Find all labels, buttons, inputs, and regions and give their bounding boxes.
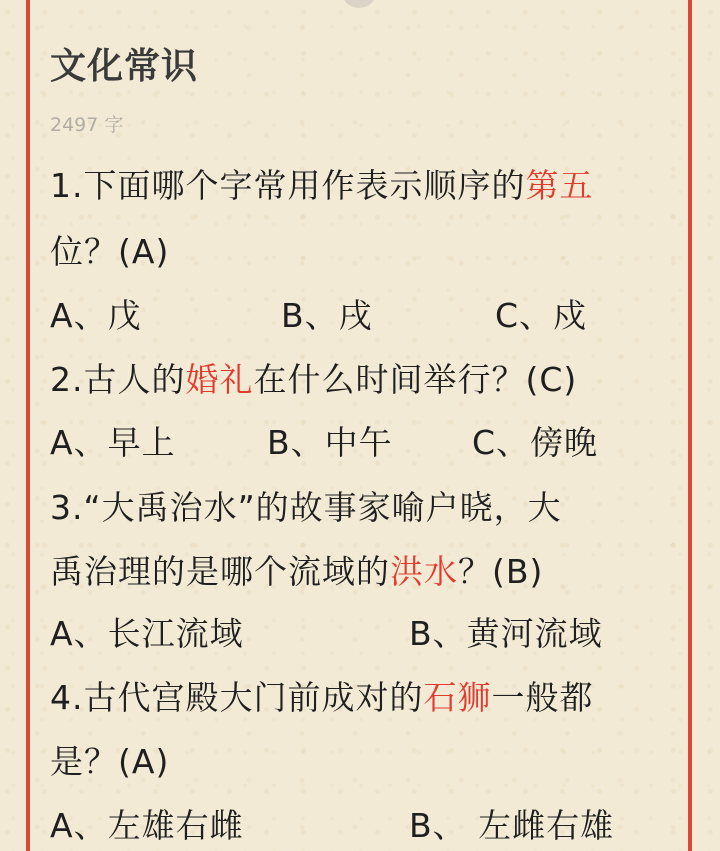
question-1-line-2: 位？(A) xyxy=(50,232,170,271)
option-c: C、戍 xyxy=(495,296,588,335)
question-2-highlight: 婚礼 xyxy=(185,360,254,399)
question-1-highlight: 第五 xyxy=(525,166,594,205)
article-title: 文化常识 xyxy=(50,46,199,87)
question-4-line-1: 4.古代宫殿大门前成对的石狮一般都 xyxy=(50,678,594,717)
question-4-options xyxy=(50,806,670,846)
word-count: 2497 字 xyxy=(50,114,124,136)
question-4-line-2: 是？(A) xyxy=(50,742,170,781)
pull-handle[interactable] xyxy=(341,0,377,8)
option-a: A、早上 xyxy=(50,423,176,462)
question-3-line-2: 禹治理的是哪个流域的洪水？(B) xyxy=(50,552,544,591)
question-4-highlight: 石狮 xyxy=(423,678,492,717)
question-2-text: 2.古人的 xyxy=(50,360,186,399)
question-3-line-1 xyxy=(50,488,562,528)
right-border-rule xyxy=(688,0,692,851)
question-1-text: 1.下面哪个字常用作表示顺序的 xyxy=(50,166,526,205)
option-a: A、左雄右雌 xyxy=(50,806,244,845)
question-1-line-1 xyxy=(50,166,594,206)
question-3-text: 3.“大禹治水”的故事家喻户晓，大 xyxy=(50,488,562,527)
option-b: B、黄河流域 xyxy=(409,614,603,653)
question-3-options xyxy=(50,614,670,654)
option-b: B、 左雌右雄 xyxy=(409,806,615,845)
question-2-options xyxy=(50,423,670,463)
option-b: B、戌 xyxy=(281,296,373,335)
option-c: C、傍晚 xyxy=(472,423,599,462)
option-a: A、戊 xyxy=(50,296,142,335)
question-3-highlight: 洪水 xyxy=(390,552,458,591)
option-b: B、中午 xyxy=(267,423,393,462)
question-1-options xyxy=(50,296,670,336)
question-4-text: 4.古代宫殿大门前成对的 xyxy=(50,678,424,717)
question-2-line-1: 2.古人的婚礼在什么时间举行？(C) xyxy=(50,360,578,399)
left-border-rule xyxy=(26,0,30,851)
option-a: A、长江流域 xyxy=(50,614,244,653)
